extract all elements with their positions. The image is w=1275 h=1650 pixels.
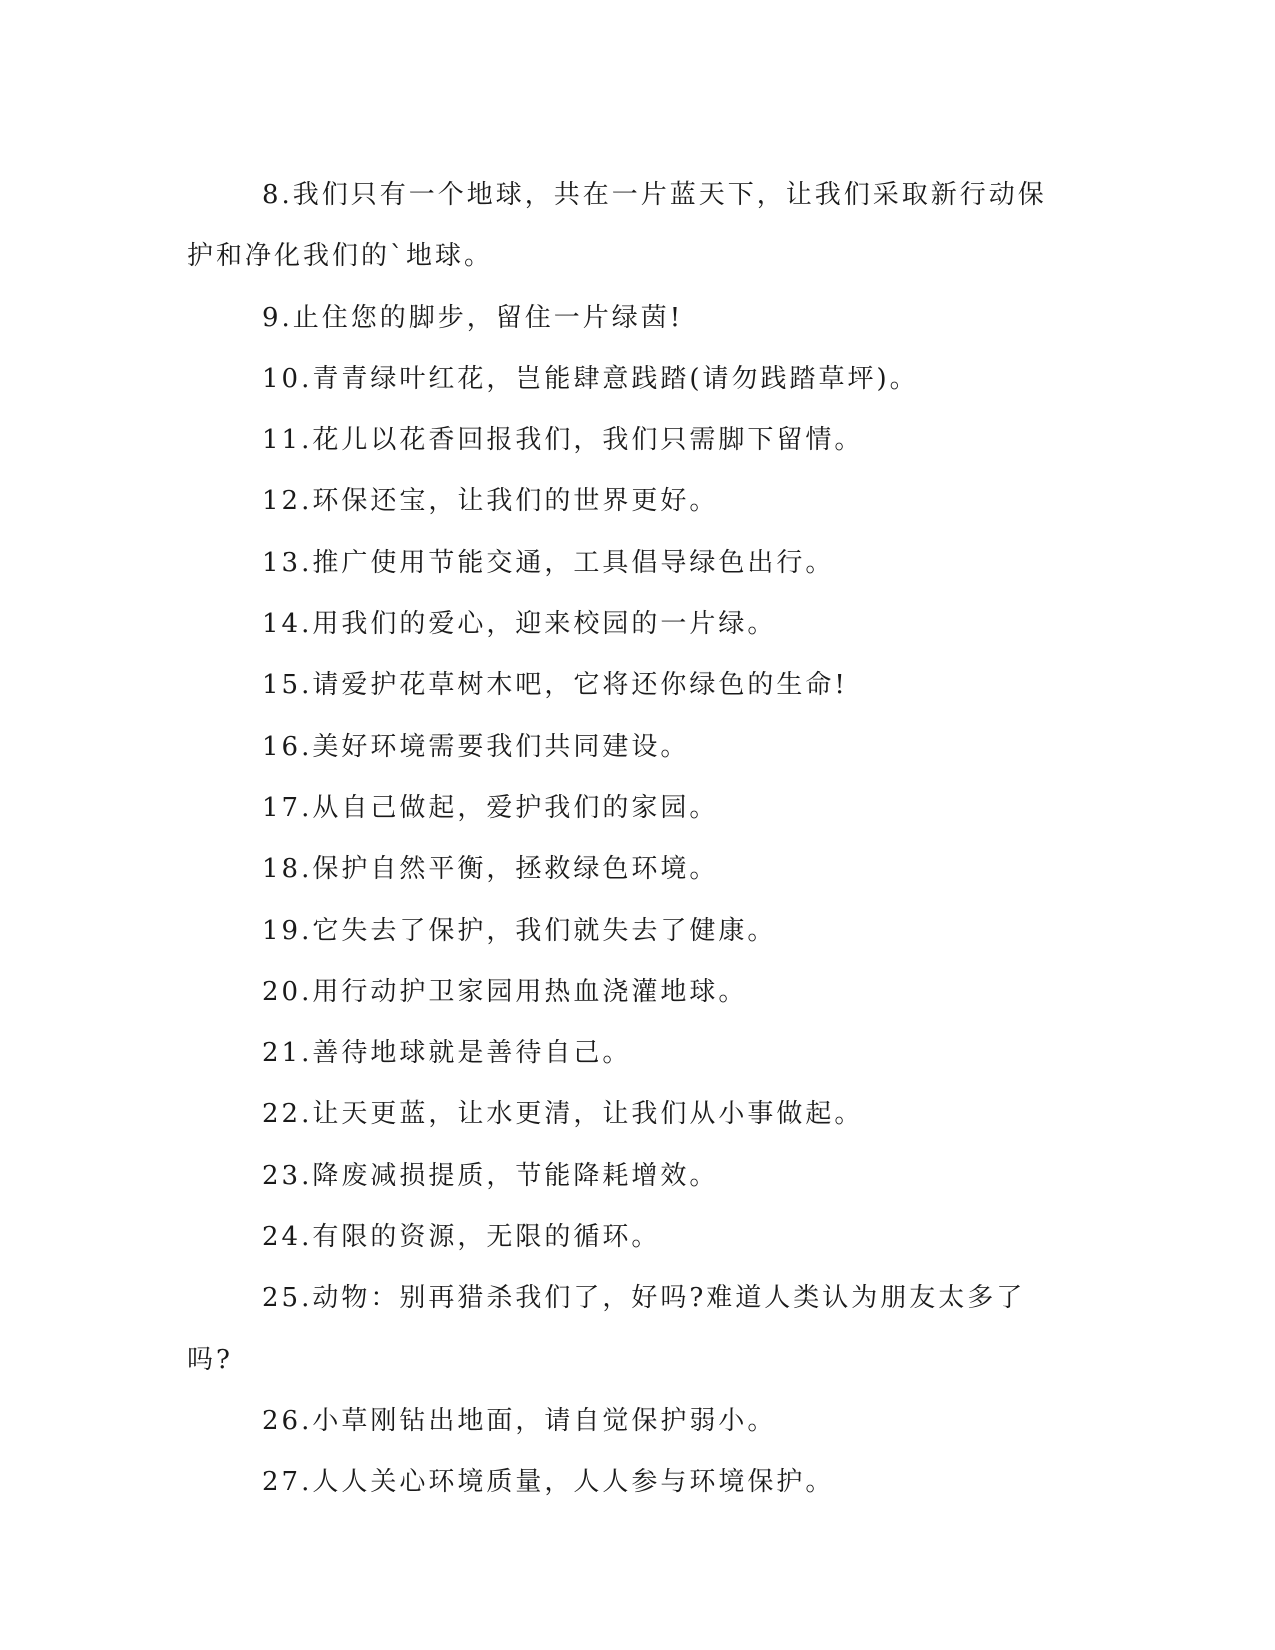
slogan-paragraph: 8.我们只有一个地球，共在一片蓝天下，让我们采取新行动保护和净化我们的`地球。: [187, 180, 1047, 272]
slogan-paragraph: 21.善待地球就是善待自己。: [262, 1038, 632, 1069]
slogan-paragraph: 23.降废减损提质，节能降耗增效。: [262, 1160, 719, 1191]
slogan-paragraph: 22.让天更蓝，让水更清，让我们从小事做起。: [262, 1099, 864, 1130]
slogan-paragraph: 15.请爱护花草树木吧，它将还你绿色的生命!: [262, 670, 848, 701]
slogan-list: [187, 165, 1067, 1514]
slogan-paragraph: 26.小草刚钻出地面，请自觉保护弱小。: [262, 1405, 777, 1436]
slogan-paragraph: 24.有限的资源，无限的循环。: [262, 1222, 661, 1253]
slogan-paragraph: 17.从自己做起，爱护我们的家园。: [262, 792, 719, 823]
slogan-paragraph: 27.人人关心环境质量，人人参与环境保护。: [262, 1467, 835, 1498]
slogan-paragraph: 25.动物：别再猎杀我们了，好吗?难道人类认为朋友太多了吗?: [187, 1283, 1026, 1375]
slogan-paragraph: 16.美好环境需要我们共同建设。: [262, 731, 690, 762]
slogan-paragraph: 18.保护自然平衡，拯救绿色环境。: [262, 854, 719, 885]
slogan-paragraph: 10.青青绿叶红花，岂能肆意践踏(请勿践踏草坪)。: [262, 363, 919, 394]
slogan-paragraph: 11.花儿以花香回报我们，我们只需脚下留情。: [262, 425, 864, 456]
slogan-paragraph: 14.用我们的爱心，迎来校园的一片绿。: [262, 609, 777, 640]
slogan-paragraph: 9.止住您的脚步，留住一片绿茵!: [262, 302, 684, 333]
slogan-paragraph: 19.它失去了保护，我们就失去了健康。: [262, 915, 777, 946]
slogan-paragraph: 13.推广使用节能交通，工具倡导绿色出行。: [262, 547, 835, 578]
slogan-paragraph: 20.用行动护卫家园用热血浇灌地球。: [262, 976, 748, 1007]
slogan-paragraph: 12.环保还宝，让我们的世界更好。: [262, 486, 719, 517]
